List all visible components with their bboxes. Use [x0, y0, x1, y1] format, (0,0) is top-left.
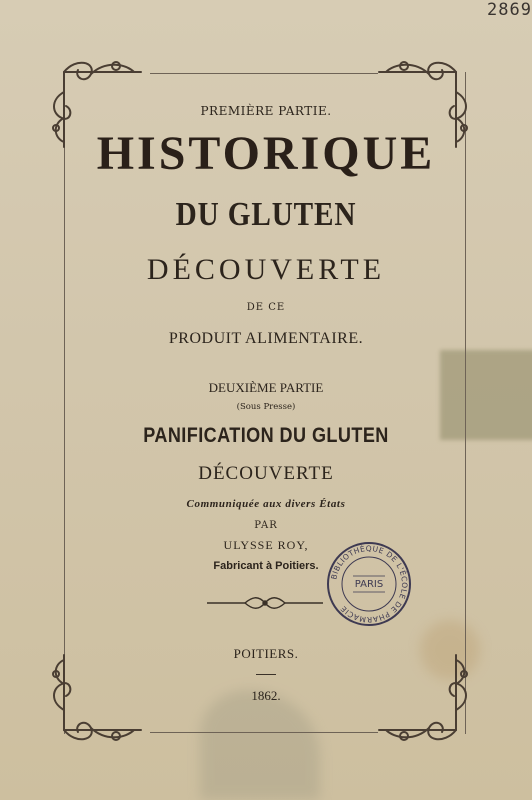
- imprint-rule: [256, 674, 276, 675]
- part-two-heading: DEUXIÈME PARTIE: [208, 380, 324, 395]
- part-two-title: PANIFICATION DU GLUTEN: [143, 424, 389, 447]
- title-line-produit: PRODUIT ALIMENTAIRE.: [168, 330, 364, 347]
- title-line-du-gluten: DU GLUTEN: [175, 196, 357, 233]
- imprint-city: POITIERS.: [233, 646, 299, 661]
- part-one-heading: PREMIÈRE PARTIE.: [200, 104, 332, 118]
- library-stamp: [325, 540, 413, 628]
- title-line-de-ce: DE CE: [246, 302, 286, 313]
- frame-top-rule: [150, 73, 378, 74]
- by-label: PAR: [254, 520, 278, 531]
- title-line-decouverte: DÉCOUVERTE: [146, 253, 386, 286]
- sous-presse-note: (Sous Presse): [236, 402, 296, 412]
- catalog-number: 2869: [487, 0, 532, 20]
- stamp-city: PARIS: [354, 579, 384, 590]
- stamp-ring-text: BIBLIOTHÈQUE DE L'ÉCOLE DE PHARMACIE: [329, 543, 410, 625]
- frame-bottom-rule: [150, 732, 378, 733]
- author-name: ULYSSE ROY,: [223, 538, 309, 552]
- author-occupation: Fabricant à Poitiers.: [213, 560, 319, 572]
- fleuron-divider-icon: [205, 596, 325, 610]
- communiquee-line: Communiquée aux divers États: [186, 498, 346, 510]
- part-two-subtitle: DÉCOUVERTE: [198, 463, 334, 484]
- imprint-year: 1862.: [251, 688, 281, 703]
- main-title: HISTORIQUE: [96, 127, 436, 180]
